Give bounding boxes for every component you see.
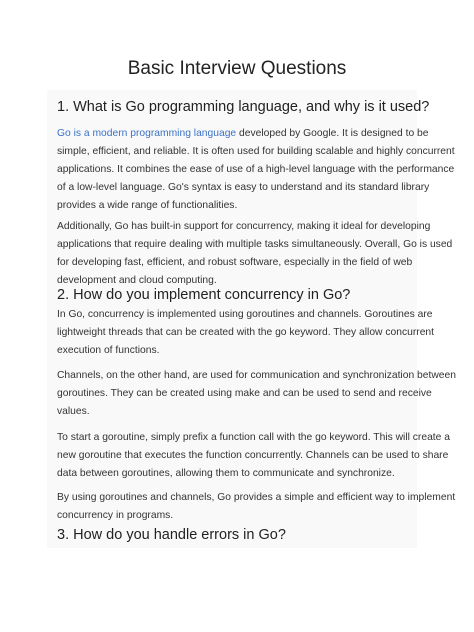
question-3-heading: 3. How do you handle errors in Go? bbox=[57, 527, 286, 543]
question-2-paragraph-4 bbox=[57, 489, 456, 525]
paragraph-line: simple, efficient, and reliable. It is often used for building scalable and highly concurrent bbox=[57, 146, 455, 157]
question-1-paragraph-2 bbox=[57, 218, 453, 290]
question-2-paragraph-3 bbox=[57, 429, 450, 483]
paragraph-line: concurrency in programs. bbox=[57, 510, 174, 521]
paragraph-line: In Go, concurrency is implemented using goroutines and channels. Goroutines are bbox=[57, 309, 433, 320]
paragraph-line: execution of functions. bbox=[57, 345, 160, 356]
paragraph-line: lightweight threads that can be created with the go keyword. They allow concurrent bbox=[57, 327, 435, 338]
document-title: Basic Interview Questions bbox=[127, 58, 347, 79]
question-1-heading: 1. What is Go programming language, and why is it used? bbox=[57, 99, 430, 115]
paragraph-line: By using goroutines and channels, Go provides a simple and efficient way to implement bbox=[57, 492, 456, 503]
paragraph-line: To start a goroutine, simply prefix a function call with the go keyword. This will create a bbox=[57, 432, 450, 443]
go-language-link[interactable]: Go is a modern programming language bbox=[57, 128, 237, 139]
paragraph-line: values. bbox=[57, 406, 90, 417]
paragraph-line: development and cloud computing. bbox=[57, 275, 217, 286]
paragraph-line: for developing fast, efficient, and robust software, especially in the field of web bbox=[57, 257, 413, 268]
paragraph-line: of a low-level language. Go's syntax is easy to understand and its standard library bbox=[57, 182, 430, 193]
paragraph-line: new goroutine that executes the function concurrently. Channels can be used to share bbox=[57, 450, 449, 461]
paragraph-line: Channels, on the other hand, are used for communication and synchronization between bbox=[57, 370, 456, 381]
paragraph-line: provides a wide range of functionalities. bbox=[57, 200, 238, 211]
paragraph-line: data between goroutines, allowing them to communicate and synchronize. bbox=[57, 468, 395, 479]
paragraph-line: goroutines. They can be created using make and can be used to send and receive bbox=[57, 388, 432, 399]
paragraph-line: applications that require dealing with multiple tasks simultaneously. Overall, Go is used bbox=[57, 239, 453, 250]
question-2-paragraph-1 bbox=[57, 306, 435, 360]
question-2-paragraph-2 bbox=[57, 367, 456, 421]
paragraph-line: applications. It combines the ease of use of a high-level language with the performance bbox=[57, 164, 455, 175]
question-1-paragraph-1 bbox=[57, 125, 455, 215]
question-2-heading: 2. How do you implement concurrency in Go? bbox=[57, 287, 351, 303]
paragraph-line: Additionally, Go has built-in support for concurrency, making it ideal for developing bbox=[57, 221, 431, 232]
paragraph-line: Go is a modern programming language developed by Google. It is designed to be bbox=[57, 128, 429, 139]
